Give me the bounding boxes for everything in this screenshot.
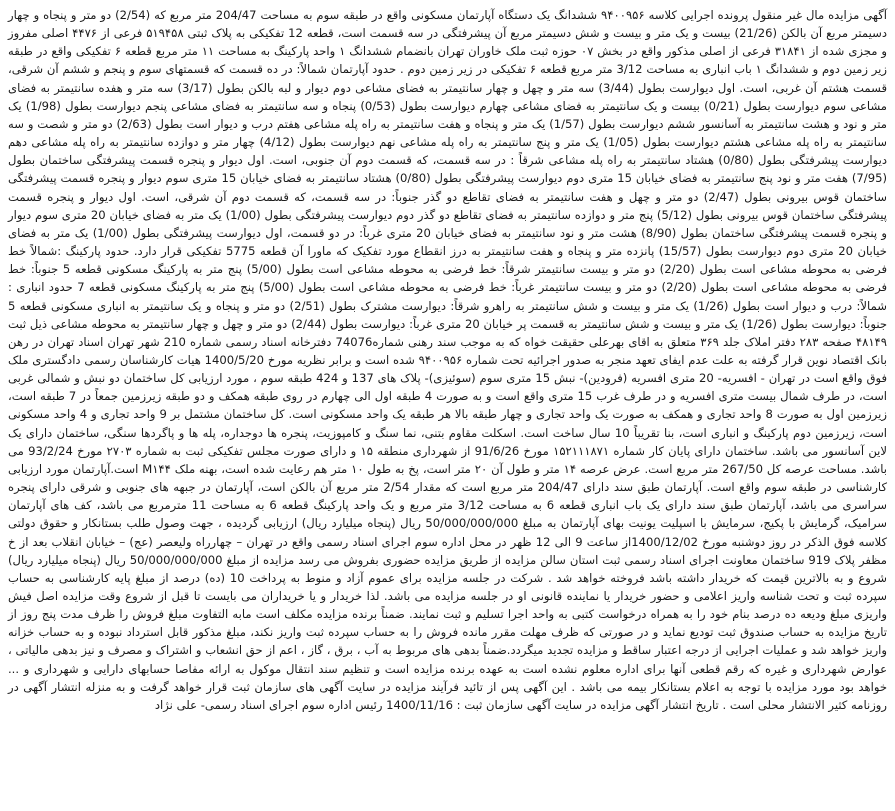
notice-paragraph: آگهی مزایده مال غیر منقول پرونده اجرایی کلاسه ۹۴۰۰۹۵۶ ششدانگ یک دستگاه آپارتمان مسکونی واقع در طبقه سوم به مساحت 204/47 متر مربع که (2/54) دو متر و پنجاه و چهار دسیمتر مربع آن بالکن (21/26) بیست و یک متر و بیست و شش دسیمتر مربع آن پیشرفتگی در سه قسمت است، قطعه 12 تفکیکی به پلاک ثبتی ۵۱۹۴۵۸ فرعی از ۴۴۷۶ اصلی مفروز و مجزی شده از ۳۱۸۴۱ فرعی از اصلی مذکور واقع در بخش ۰۷ حوزه ثبت ملک خاوران تهران بانضمام ششدانگ ۱ واحد پارکینگ به مساحت ۱۱ متر مربع قطعه ۶ تفکیکی واقع در طبقه زیر زمین دوم و ششدانگ ۱ باب انباری به مساحت 3/12 متر مربع قطعه ۶ تفکیکی در زیر زمین دوم . حدود آپارتمان شمالاً: در ده قسمت که قسمتهای سوم و پنجم و ششم آن شرقی، قسمت هشتم آن غربی، است. اول دیوارست بطول (3/44) سه متر و چهل و چهار سانتیمتر به فضای مشاعی دوم دیوار و لبه بالکن بطول (3/17) سه متر و هفده سانتیمتر به فضای مشاعی سوم دیوارست بطول (0/21) بیست و یک سانتیمتر به فضای مشاعی چهارم دیوارست بطول (0/53) پنجاه و سه سانتیمتر به فضای مشاعی پنجم دیوارست بطول (1/98) یک متر و نود و هشت سانتیمتر به آسانسور ششم دیوارست بطول (1/57) یک متر و پنجاه و هفت سانتیمتر به راه پله مشاعی هفتم درب و دیوار است بطول (2/63) دو متر و شصت و سه سانتیمتر به راه پله مشاعی هشتم دیوارست بطول (1/05) یک متر و پنج سانتیمتر به راه پله مشاعی نهم دیوارست بطول (4/12) چهار متر و دوازده سانتیمتر به راه پله مشاعی دهم دیوارست پیشرفتگی بطول (0/80) هشتاد سانتیمتر به راه پله مشاعی شرقاً : در سه قسمت، که قسمت دوم آن جنوبی، است. اول دیوار و پنجره قسمت پیشرفتگی ساختمان بطول (7/95) هفت متر و نود پنج سانتیمتر به فضای خیابان 15 متری دوم دیوارست پیشرفتگی بطول (0/80) هشتاد سانتیمتر به فضای خیابان 15 متری سوم دیوار و پنجره قسمت پیشرفتگی ساختمان قوس بیرونی بطول (2/47) دو متر و چهل و هفت سانتیمتر به فضای تقاطع دو گذر جنوباً: در سه قسمت، که قسمت دوم آن شرقی، است. اول دیوار و پنجره قسمت پیشرفتگی ساختمان قوس بیرونی بطول (5/12) پنج متر و دوازده سانتیمتر به فضای تقاطع دو گذر دوم دیوارست پیشرفتگی بطول (1/00) یک متر به فضای خیابان 20 متری سوم دیوار و پنجره قسمت پیشرفتگی ساختمان بطول (8/90) هشت متر و نود سانتیمتر به فضای خیابان 20 متری غرباً: در دو قسمت، اول دیوارست پیشرفتگی بطول (1/00) یک متر به فضای خیابان 20 متری دوم دیوارست بطول (15/57) پانزده متر و پنجاه و هفت سانتیمتر به درز انقطاع مورد تفکیک که ماورا آن قطعه 5775 تفکیکی قرار دارد. حدود پارکینگ :شمالاً خط فرضی به محوطه مشاعی است بطول (2/20) دو متر و بیست سانتیمتر شرقاً: خط فرضی به محوطه مشاعی است بطول (5/00) پنج متر به پارکینگ مسکونی قطعه 5 جنوباً: خط فرضی به محوطه مشاعی است بطول (2/20) دو متر و بیست سانتیمتر غرباً: خط فرضی به محوطه مشاعی است بطول (5/00) پنج متر به پارکینگ مسکونی قطعه 7 حدود انباری : شمالاً: درب و دیوار است بطول (1/26) یک متر و بیست و شش سانتیمتر به راهرو شرقاً: دیوارست مشترک بطول (2/51) دو متر و پنجاه و یک سانتیمتر به انباری مسکونی قطعه 5 جنوباً: دیوارست بطول (1/26) یک متر و بیست و شش سانتیمتر به قسمت پر خیابان 20 متری غرباً: دیوارست بطول (2/44) دو متر و چهل و چهار سانتیمتر به محوطه مشاعی ذیل ثبت ۴۸۱۴۹ صفحه ۲۸۳ دفتر املاک جلد ۳۶۹ متعلق به اقای بهرعلی حقیقت خواه که به موجب سند رهنی شماره74076 دفترخانه اسناد رسمی شماره 210 شهر تهران اسناد تهران در رهن بانک اقتصاد نوین قرار گرفته به علت عدم ایفای تعهد منجر به صدور اجرائیه تحت شماره ۹۴۰۰۹۵۶ شده است و برابر نظریه مورخ 1400/5/20 هیات کارشناسان رسمی دادگستری ملک فوق واقع است در تهران - افسریه- 20 متری افسریه (فرودین)- نبش 15 متری سوم (سوئیزی)- پلاک های 137 و 424 طبقه سوم ، مورد ارزیابی کل ساختمان دو نبش و شمالی غربی است، در طرف شمال بیست متری افسریه و در طرف غرب 15 متری واقع است و به صورت 4 طبقه اول الی چهارم در روی طبقه همکف و دو طبقه زیرزمین جمعاً در 7 طبقه است، زیرزمین اول به صورت 8 واحد تجاری و همکف به صورت یک واحد تجاری و چهار طبقه بالا هر طبقه یک واحد مسکونی است. کل ساختمان مشتمل بر 9 واحد تجاری و 4 واحد مسکونی است، زیرزمین دوم پارکینگ و انباری است، بنا تقریباً 10 سال ساخت است. اسکلت مقاوم بتنی، نما سنگ و کامپوزیت، پنجره ها دوجداره، پله ها و پاگردها سنگی، ساختمان دارای یک لاین آسانسور می باشد. ساختمان دارای پایان کار شماره ۱۵۲۱۱۱۸۷۱ مورخ 91/6/26 از شهرداری منطقه ۱۵ و دارای صورت مجلس تفکیکی ثبت به شماره ۲۷۰۳ مورخ 93/2/24 می باشد. مساحت عرصه کل 267/50 متر مربع است. عرض عرصه ۱۴ متر و طول آن ۲۰ متر است، پخ به طول ۱۰ متر هم رعایت شده است، بهنه ملک M۱۴۴ است.آپارتمان مورد ارزیابی کارشناسی در طبقه سوم واقع است. آپارتمان طبق سند دارای 204/47 متر مربع است که مقدار 2/54 متر مربع آن بالکن است، آپارتمان در جبهه های جنوبی و شرقی دارای پنجره سراسری می باشد، آپارتمان طبق سند دارای یک باب انباری قطعه 6 به مساحت 3/12 متر مربع و یک واحد پارکینگ قطعه 6 به مساحت 11 مترمربع می باشد، کف های آپارتمان سرامیک، گرمایش با پکیج، سرمایش با اسپلیت یونیت بهای آپارتمان به مبلغ 50/000/000/000 ریال (پنجاه میلیارد ریال) ارزیابی گردیده ، جهت وصول طلب بستانکار و حقوق دولتی کلاسه فوق الذکر در روز دوشنبه مورخ 1400/12/02از ساعت 9 الی 12 ظهر در محل اداره سوم اجرای اسناد رسمی واقع در تهران – چهارراه ولیعصر (عج) – خیابان انقلاب بعد از خ مظفر پلاک 919 ساختمان معاونت اجرای اسناد رسمی ثبت استان سالن مزایده از طریق مزایده حضوری بفروش می رسد مزایده از مبلغ 50/000/000/000 ریال (پنجاه میلیارد ریال) شروع و به بالاترین قیمت که خریدار داشته باشد فروخته خواهد شد . شرکت در جلسه مزایده برای عموم آزاد و منوط به پرداخت 10 (ده) درصد از مبلغ پایه کارشناسی به حساب سپرده ثبت و تحت شناسه واریز اعلامی و حضور خریدار یا نماینده قانونی او در جلسه مزایده می باشد. لذا خریدار و یا خریداران می بایست تا قبل از شروع وقت مزایده اصل فیش واریزی مبلغ ودیعه ده درصد بنام خود را به همراه درخواست کتبی به واحد اجرا تسلیم و ثبت نمایند. ضمناً برنده مزایده مکلف است مابه التفاوت مبلغ فروش را ظرف مدت پنج روز از تاریخ مزایده به حساب صندوق ثبت تودیع نماید و در صورتی که ظرف مهلت مقرر مانده فروش را به حساب سپرده ثبت واریز نکند، مبلغ مذکور قابل استرداد نبوده و به حساب خزانه واریز خواهد شد و عملیات اجرایی از درجه اعتبار ساقط و مزایده تجدید میگردد.ضمناً بدهی های مربوط به آب ، برق ، گاز ، اعم از حق انشعاب و اشتراک و مصرف و نیز بدهی مالیاتی ، عوارض شهرداری و غیره که رقم قطعی آنها برای اداره معلوم نشده است به عهده برنده مزایده است و تنظیم سند انتقال موکول به ارائه مفاصا حسابهای دارایی و شهرداری و ... خواهد بود مورد مزایده با توجه به اعلام بستانکار بیمه می باشد . این آگهی پس از تائید فرآیند مزایده در سایت آگهی های سازمان ثبت قرار خواهد گرفت و به منزله انتشار آگهی در روزنامه کثیر الانتشار محلی است . تاریخ انتشار آگهی مزایده در سایت آگهی سازمان ثبت : 1400/11/16 رئیس اداره سوم اجرای اسناد رسمی- علی نژاد xyxy=(8,8,888,712)
